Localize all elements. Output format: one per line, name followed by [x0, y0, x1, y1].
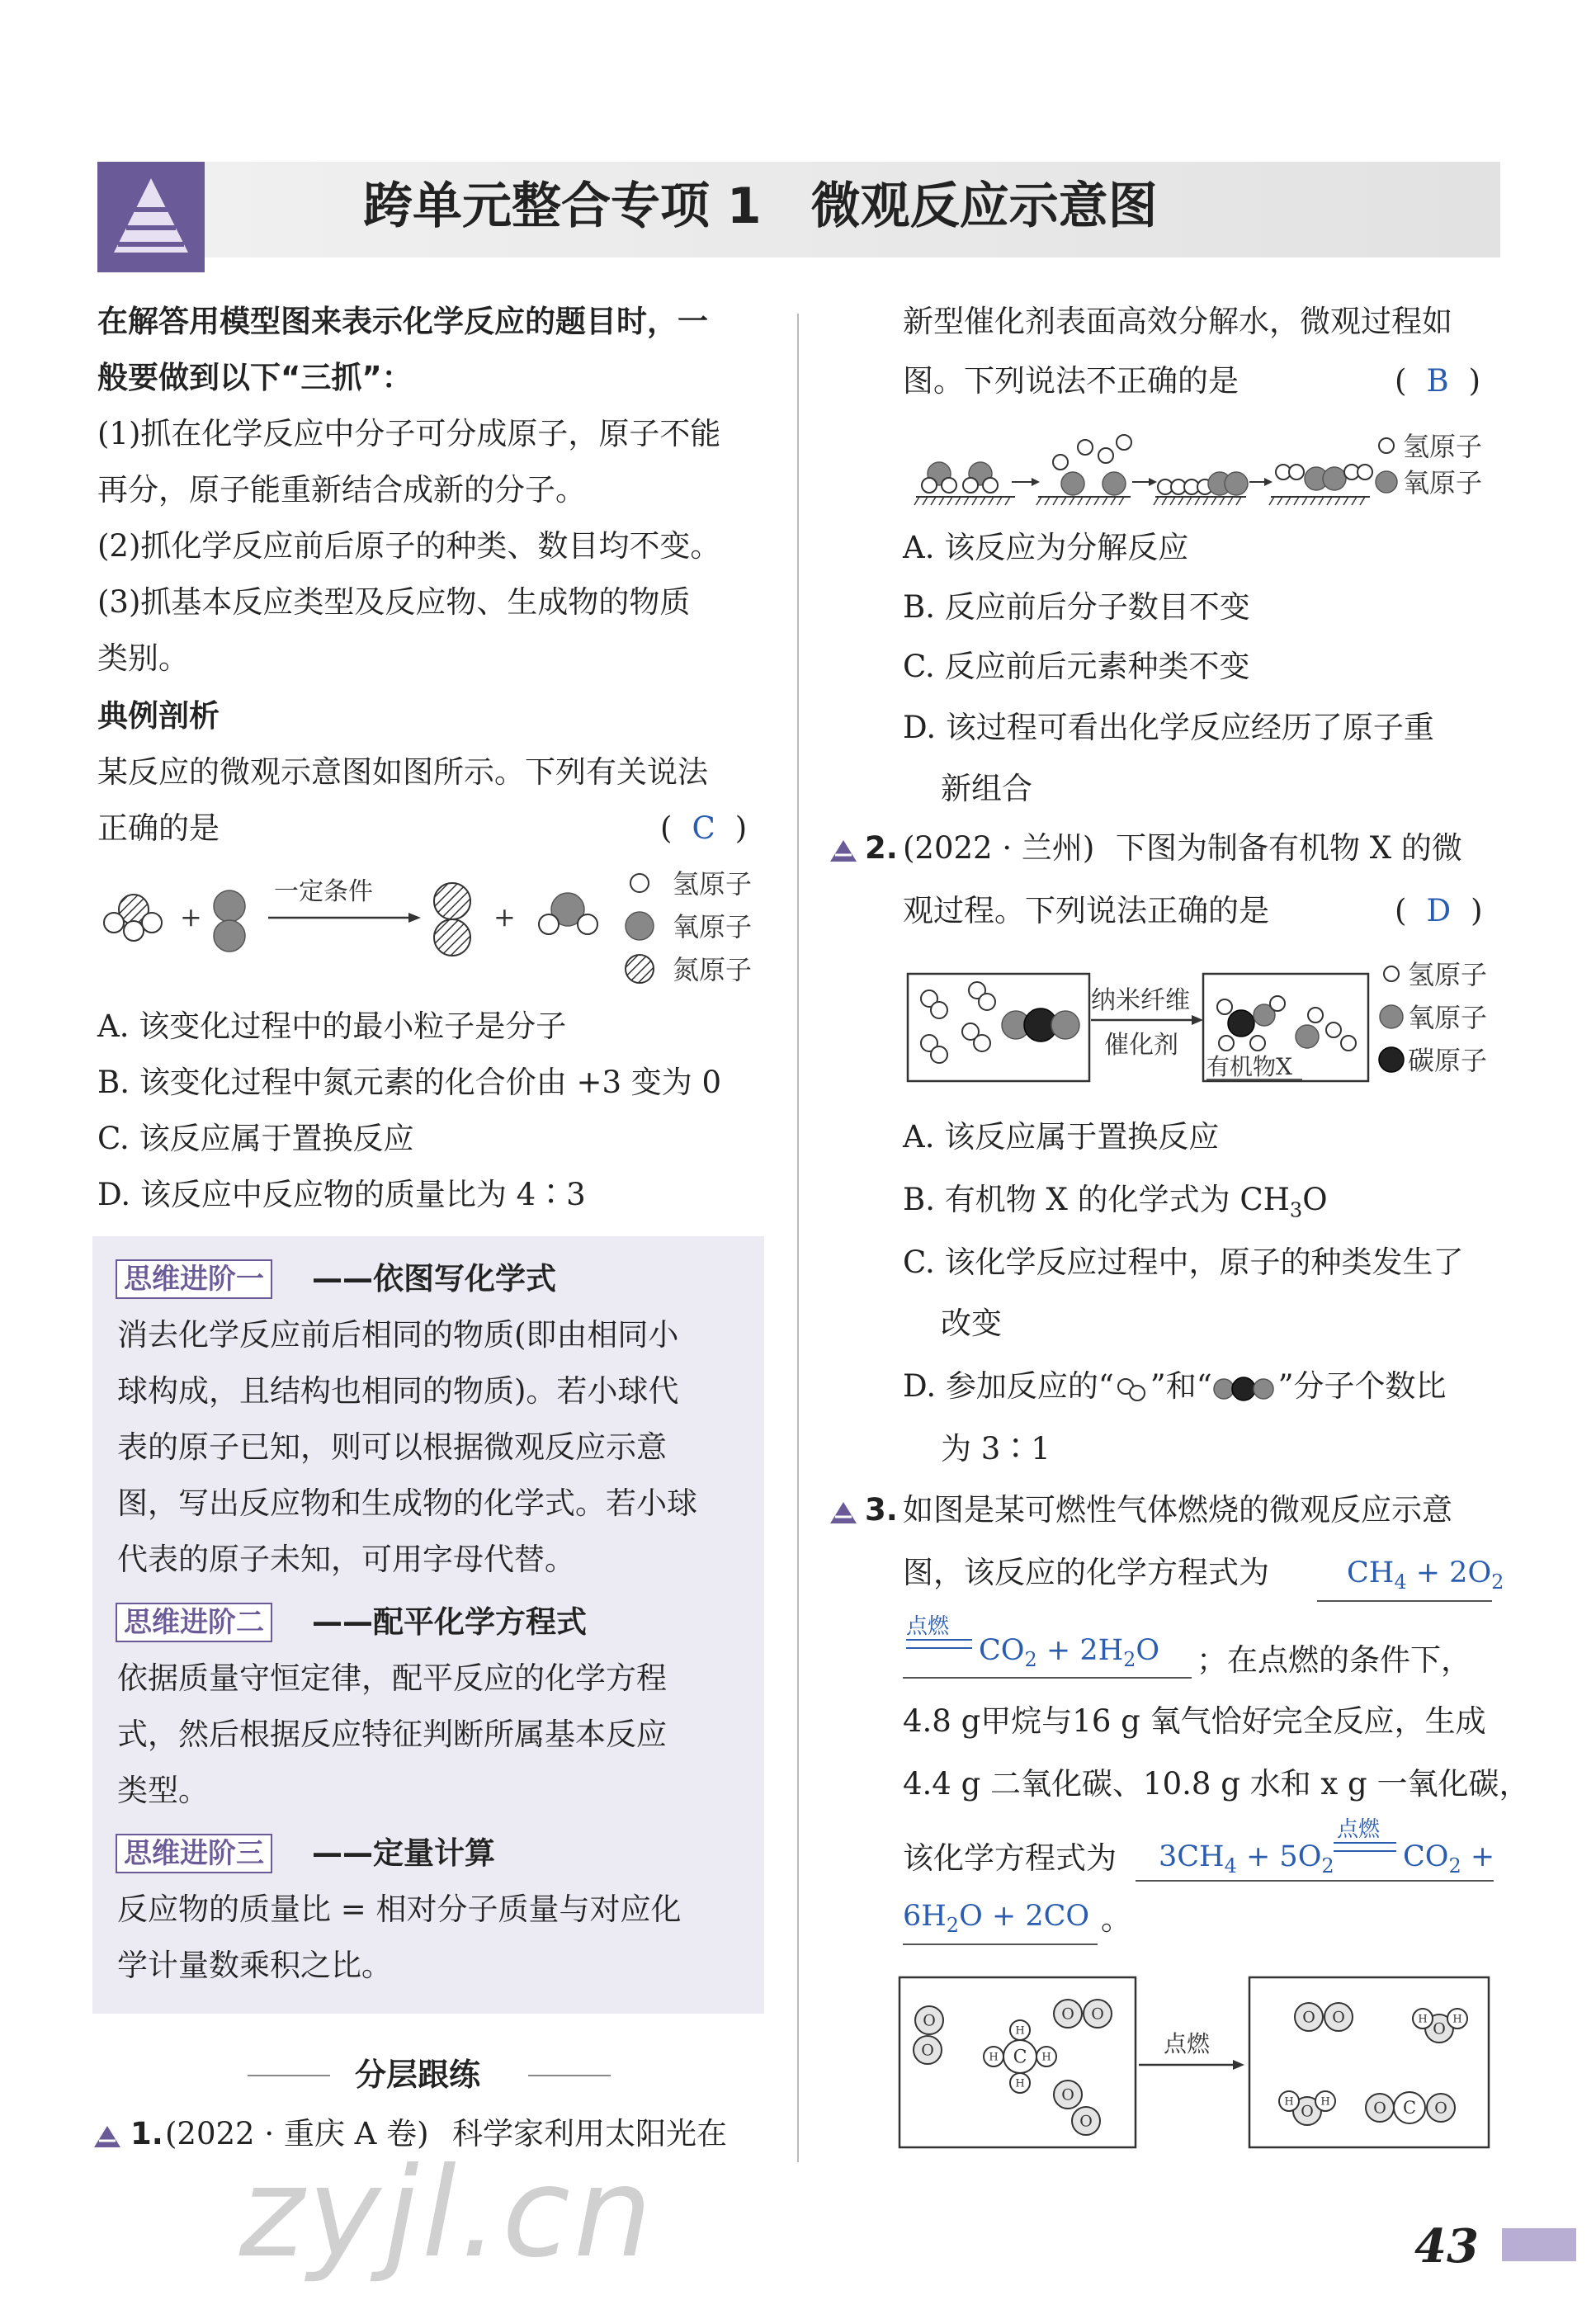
- q2-option-a: A. 该反应属于置换反应: [903, 1119, 1220, 1155]
- q2-option-c-1: C. 该化学反应过程中，原子的种类发生了: [903, 1245, 1464, 1280]
- q2-option-d-1: D. 参加反应的“ ”和“ ”分子个数比: [903, 1368, 1447, 1404]
- tip-1-line-1: 消去化学反应前后相同的物质(即由相同小: [117, 1317, 679, 1353]
- intro-point-3b: 类别。: [97, 640, 189, 676]
- q2-number: 2.: [865, 830, 898, 866]
- oxygen-atom-label: O: [1332, 2008, 1345, 2027]
- tip-2-line-1: 依据质量守恒定律，配平反应的化学方程: [117, 1660, 667, 1696]
- oxygen-atom-label: O: [1079, 2112, 1093, 2131]
- q3-combustion-diagram: [895, 1972, 1505, 2154]
- q2-stem-2: 观过程。下列说法正确的是: [903, 893, 1269, 928]
- svg-text:氢原子: 氢原子: [1408, 959, 1488, 990]
- q2-catalyst-label-1: 纳米纤维: [1091, 986, 1190, 1015]
- tip-3-line-1: 反应物的质量比 = 相对分子质量与对应化: [117, 1892, 682, 1927]
- q3-mid-text: ；在点燃的条件下，: [1197, 1642, 1471, 1678]
- watermark: zyjl.cn: [239, 2142, 656, 2285]
- oxygen-atom-label: O: [1433, 2019, 1446, 2038]
- tip-3-title: ——定量计算: [312, 1835, 495, 1871]
- carbon-atom-label: C: [1402, 2098, 1417, 2118]
- q3-equation-2-part-2: $6H_2O + 2CO$: [903, 1898, 1098, 1945]
- q2-option-b: B. 有机物 X 的化学式为 $CH_3O$: [903, 1182, 1328, 1222]
- svg-text:氢原子: 氢原子: [1403, 431, 1483, 462]
- tip-1-line-2: 球构成，且结构也相同的物质)。若小球代: [117, 1373, 679, 1409]
- svg-text:氧原子: 氧原子: [1403, 467, 1483, 498]
- svg-text:氧原子: 氧原子: [1408, 1002, 1488, 1033]
- q1-water-splitting-diagram: [908, 421, 1502, 512]
- q3-stem-1: 如图是某可燃性气体燃烧的微观反应示意: [903, 1492, 1452, 1528]
- tip-1-title: ——依图写化学式: [312, 1261, 556, 1296]
- q3-end-mark: 。: [1101, 1901, 1131, 1937]
- q3-number: 3.: [865, 1492, 898, 1528]
- tip-1-line-4: 图，写出反应物和生成物的化学式。若小球: [117, 1485, 697, 1521]
- example-reaction-diagram: [91, 867, 792, 1007]
- q1-stem-2: 新型催化剂表面高效分解水，微观过程如: [903, 304, 1452, 339]
- q2-organic-synthesis-diagram: [904, 957, 1515, 1098]
- example-stem-1: 某反应的微观示意图如图所示。下列有关说法: [97, 754, 708, 790]
- intro-point-1b: 再分，原子能重新结合成新的分子。: [97, 472, 586, 508]
- q1-stem-1: 科学家利用太阳光在: [452, 2116, 727, 2151]
- tip-2-tag: 思维进阶二: [116, 1603, 272, 1642]
- page-title: 跨单元整合专项 1 微观反应示意图: [363, 177, 1158, 235]
- page-number-bar: [1502, 2228, 1576, 2261]
- hydrogen-atom-label: H: [1418, 2013, 1428, 2026]
- q2-option-c-2: 改变: [941, 1306, 1002, 1341]
- q1-difficulty-icon: [92, 2124, 122, 2152]
- oxygen-atom-label: O: [1373, 2099, 1386, 2118]
- example-answer: ( C ): [660, 810, 748, 846]
- tip-3-tag: 思维进阶三: [116, 1834, 272, 1873]
- tip-1-line-5: 代表的原子未知，可用字母代替。: [117, 1542, 575, 1577]
- column-divider: [797, 314, 799, 2162]
- tip-2-line-3: 类型。: [117, 1773, 209, 1808]
- q3-equation-1-part-2: 点燃 $CO_2 + 2H_2O$: [903, 1609, 1192, 1679]
- intro-point-3a: (3)抓基本反应类型及反应物、生成物的物质: [97, 584, 691, 620]
- q2-option-d-2: 为 3∶1: [941, 1431, 1051, 1466]
- oxygen-atom-label: O: [1061, 2085, 1074, 2104]
- q3-line-6: 该化学方程式为: [903, 1840, 1117, 1876]
- example-heading: 典例剖析: [97, 698, 220, 734]
- practice-divider-right: [528, 2075, 611, 2076]
- hydrogen-atom-label: H: [1320, 2095, 1330, 2109]
- practice-heading: 分层跟练: [355, 2057, 481, 2093]
- tip-2-line-2: 式，然后根据反应特征判断所属基本反应: [117, 1717, 667, 1752]
- q1-option-d-1: D. 该过程可看出化学反应经历了原子重: [903, 710, 1434, 745]
- page-number: 43: [1414, 2219, 1479, 2274]
- q1-answer: ( B ): [1395, 363, 1481, 399]
- svg-text:+: +: [493, 901, 516, 933]
- q1-source: (2022 · 重庆 A 卷): [165, 2116, 429, 2151]
- q3-stem-2: 图，该反应的化学方程式为: [903, 1555, 1269, 1590]
- svg-text:碳原子: 碳原子: [1408, 1045, 1488, 1076]
- condition-label: 一定条件: [274, 877, 373, 906]
- q1-option-c: C. 反应前后元素种类不变: [903, 649, 1250, 684]
- q1-option-a: A. 该反应为分解反应: [903, 530, 1189, 565]
- example-option-b: B. 该变化过程中氮元素的化合价由 +3 变为 0: [97, 1065, 722, 1100]
- intro-point-2: (2)抓化学反应前后原子的种类、数目均不变。: [97, 528, 721, 564]
- oxygen-atom-label: O: [1302, 2008, 1315, 2027]
- hydrogen-atom-label: H: [1015, 2077, 1025, 2090]
- plus-sign: +: [180, 901, 202, 933]
- hydrogen-atom-label: H: [989, 2051, 999, 2064]
- q2-catalyst-label-2: 催化剂: [1104, 1031, 1178, 1060]
- tip-1-tag: 思维进阶一: [116, 1259, 272, 1299]
- co2-molecule-icon: [1212, 1377, 1278, 1401]
- example-option-d: D. 该反应中反应物的质量比为 4∶3: [97, 1177, 586, 1212]
- pyramid-icon: [97, 162, 205, 272]
- tip-2-title: ——配平化学方程式: [312, 1604, 587, 1640]
- oxygen-atom-label: O: [1301, 2102, 1314, 2121]
- q3-equation-1-part-1: $CH_4 + 2O_2$: [1317, 1555, 1492, 1602]
- q3-arrow-label: 点燃: [1164, 2030, 1211, 2057]
- q2-source: (2022 · 兰州): [903, 830, 1095, 866]
- q3-equation-2-part-1: $3CH_4 + 5O_2$ 点燃 $CO_2$ +: [1136, 1812, 1494, 1882]
- q3-difficulty-icon: [829, 1500, 858, 1528]
- hydrogen-atom-label: H: [1041, 2051, 1051, 2064]
- q3-line-5: 4.4 g 二氧化碳、10.8 g 水和 x g 一氧化碳，: [903, 1766, 1530, 1802]
- intro-point-1a: (1)抓在化学反应中分子可分成原子，原子不能: [97, 416, 721, 451]
- practice-divider-left: [248, 2075, 330, 2076]
- example-stem-2: 正确的是: [97, 810, 220, 846]
- intro-lead-1: 在解答用模型图来表示化学反应的题目时，一: [97, 304, 708, 339]
- hydrogen-atom-label: H: [1015, 2024, 1025, 2038]
- q2-stem-1: 下图为制备有机物 X 的微: [1116, 830, 1462, 866]
- oxygen-atom-label: O: [921, 2041, 934, 2060]
- carbon-atom-label: C: [1013, 2047, 1027, 2068]
- q1-option-d-2: 新组合: [941, 771, 1032, 806]
- q1-number: 1.: [130, 2116, 163, 2151]
- q2-difficulty-icon: [829, 838, 858, 867]
- svg-text:氧原子: 氧原子: [673, 911, 753, 942]
- tip-1-line-3: 表的原子已知，则可以根据微观反应示意: [117, 1429, 667, 1465]
- example-option-a: A. 该变化过程中的最小粒子是分子: [97, 1008, 567, 1044]
- hydrogen-atom-label: H: [1452, 2013, 1462, 2026]
- oxygen-atom-label: O: [1091, 2005, 1104, 2024]
- oxygen-atom-label: O: [1434, 2099, 1447, 2118]
- example-option-c: C. 该反应属于置换反应: [97, 1121, 414, 1156]
- q3-line-4: 4.8 g甲烷与16 g 氧气恰好完全反应，生成: [903, 1703, 1486, 1739]
- oxygen-atom-label: O: [1061, 2005, 1074, 2024]
- h2-molecule-icon: [1114, 1377, 1150, 1401]
- q1-option-b: B. 反应前后分子数目不变: [903, 589, 1250, 625]
- intro-lead-2: 般要做到以下“三抓”：: [97, 360, 413, 395]
- q2-product-label: 有机物X: [1206, 1053, 1292, 1080]
- oxygen-atom-label: O: [923, 2011, 936, 2030]
- q2-answer: ( D ): [1395, 893, 1483, 928]
- q1-stem-3: 图。下列说法不正确的是: [903, 363, 1239, 399]
- hydrogen-atom-label: H: [1284, 2095, 1294, 2109]
- tip-3-line-2: 学计量数乘积之比。: [117, 1948, 392, 1983]
- svg-text:氢原子: 氢原子: [673, 868, 753, 900]
- svg-text:氮原子: 氮原子: [673, 954, 753, 985]
